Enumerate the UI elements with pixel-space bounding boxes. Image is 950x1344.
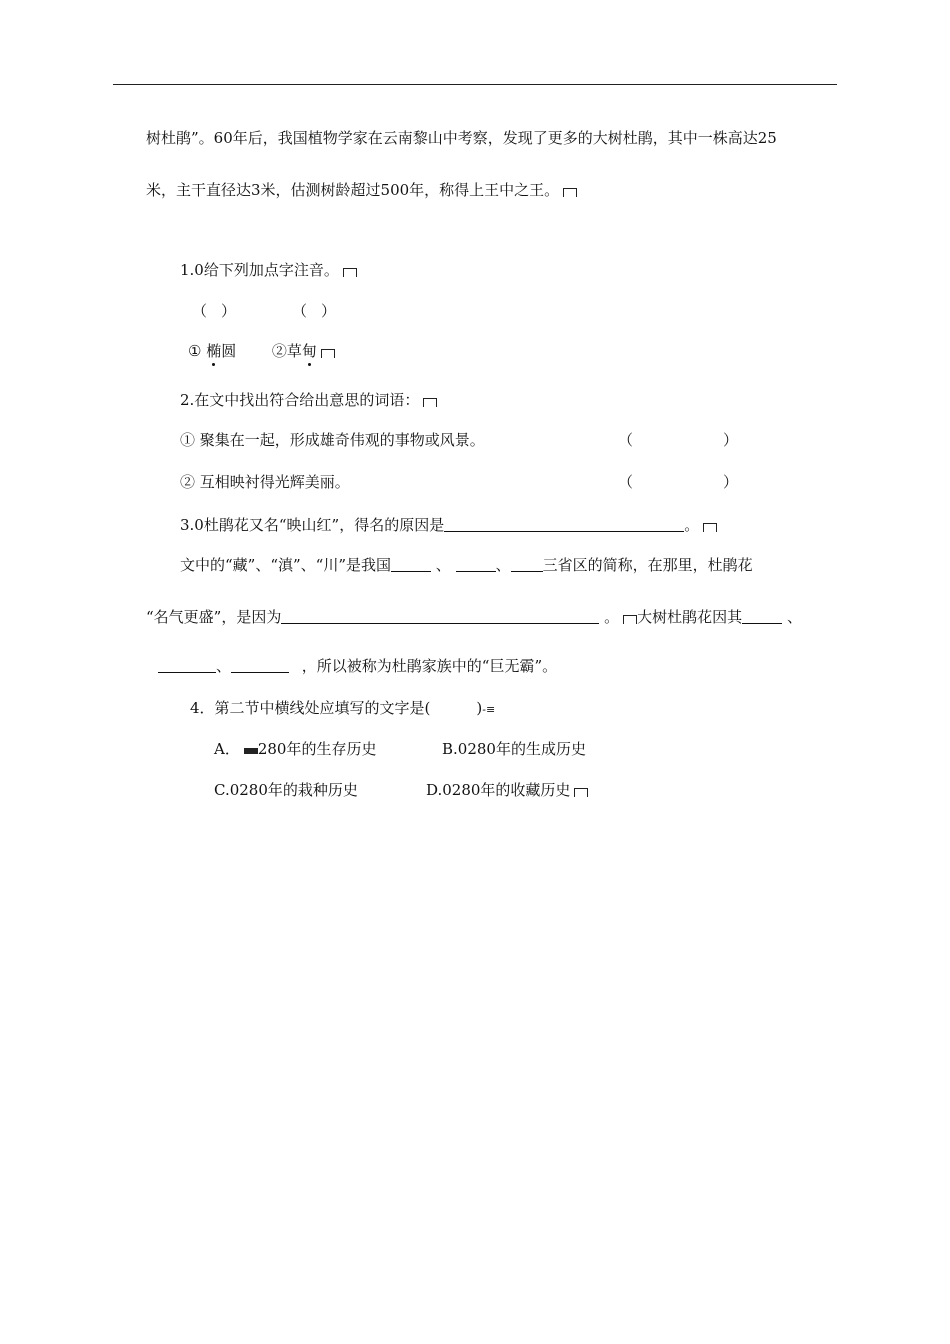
paren-open: （ [618,473,634,491]
question-3-line-2-text: 文中的“藏”、“滇”、“川”是我国 [180,556,392,574]
question-3-line-4-tail: ，所以被称为杜鹃家族中的“巨无霸”。 [301,657,558,675]
question-2 [180,390,437,410]
question-2-item-1-text: ① 聚集在一起，形成雄奇伟观的事物或风景。 [180,431,485,449]
word-answer-1[interactable] [618,430,738,450]
question-3-line-2-tail: 三省区的简称，在那里，杜鹃花 [542,556,753,574]
paren-close: ） [321,302,337,320]
question-3-line-3-text: “名气更盛”，是因为 [146,608,282,626]
question-2-item-2-text: ② 互相映衬得光辉美丽。 [180,473,350,491]
paragraph-mark-icon [574,788,588,797]
header-rule [113,84,837,85]
question-1-prompt: 1.0给下列加点字注音。 [180,261,339,279]
question-1 [180,260,357,280]
period: 。 [604,608,620,626]
separator: 、 [786,608,802,626]
paragraph-mark-icon [563,188,577,197]
separator: 、 [216,657,232,675]
question-4 [190,698,495,720]
separator: 、 [435,556,451,574]
question-2-prompt: 2.在文中找出符合给出意思的词语： [180,391,420,409]
passage-text-1: 树杜鹃”。60年后，我国植物学家在云南黎山中考察，发现了更多的大树杜鹃，其中一株高达25 [146,129,777,147]
question-3-line-4 [158,656,557,676]
paren-open: （ [618,431,634,449]
question-2-item-2 [180,472,350,492]
paragraph-mark-icon: -≡ [482,703,496,716]
item-1-char: 圆 [221,342,237,360]
paren-open: （ [292,302,308,320]
dotted-character: 甸 [301,342,317,360]
answer-blank[interactable] [281,607,599,624]
item-2-number: ② [271,342,287,360]
question-3-line-3-tail: 大树杜鹃花因其 [637,608,743,626]
paren-close: ） [723,431,739,449]
passage-text-2: 米，主干直径达3米，估测树龄超过500年，称得上王中之王。 [146,181,560,199]
paragraph-mark-icon [623,615,637,624]
word-answer-2[interactable] [618,472,738,492]
question-3-line-2 [180,555,753,575]
answer-blank[interactable] [158,656,216,673]
option-d[interactable] [426,780,588,800]
paragraph-mark-icon [244,748,258,754]
passage-line-2 [146,180,577,200]
item-2-char: 草 [286,342,302,360]
paren-close: ） [723,473,739,491]
paren-close: ） [221,302,237,320]
separator: 、 [495,556,511,574]
answer-blank[interactable] [444,515,684,532]
answer-blank[interactable] [231,656,289,673]
dotted-character: 椭 [206,342,222,360]
option-a-text: 280年的生存历史 [257,740,377,758]
question-1-items [188,341,335,361]
pinyin-answer-1[interactable] [192,301,236,321]
paragraph-mark-icon [423,398,437,407]
option-c[interactable] [214,780,358,800]
passage-line-1 [146,128,777,148]
answer-blank[interactable] [511,555,543,572]
paragraph-mark-icon [343,268,357,277]
answer-blank[interactable] [456,555,496,572]
option-c-text: C.0280年的栽种历史 [214,781,358,799]
question-2-item-1 [180,430,485,450]
paragraph-mark-icon [321,349,335,358]
option-b-text: B.0280年的生成历史 [442,740,586,758]
answer-blank[interactable] [391,555,431,572]
paren-open: （ [192,302,208,320]
question-3-line-3 [146,607,802,627]
paragraph-mark-icon [703,523,717,532]
item-1-number: ① [188,342,202,360]
question-4-prompt: 4．第二节中横线处应填写的文字是( [190,699,431,717]
pinyin-answer-2[interactable] [292,301,336,321]
option-a-label: A． [214,740,240,758]
option-b[interactable] [442,739,586,759]
option-d-text: D.0280年的收藏历史 [426,781,571,799]
answer-blank[interactable] [742,607,782,624]
paren-close: ) [476,699,483,717]
option-a[interactable] [214,739,376,759]
question-3-prompt: 3.0杜鹃花又名“映山红”，得名的原因是 [180,516,445,534]
question-3 [180,515,717,535]
period: 。 [684,516,700,534]
